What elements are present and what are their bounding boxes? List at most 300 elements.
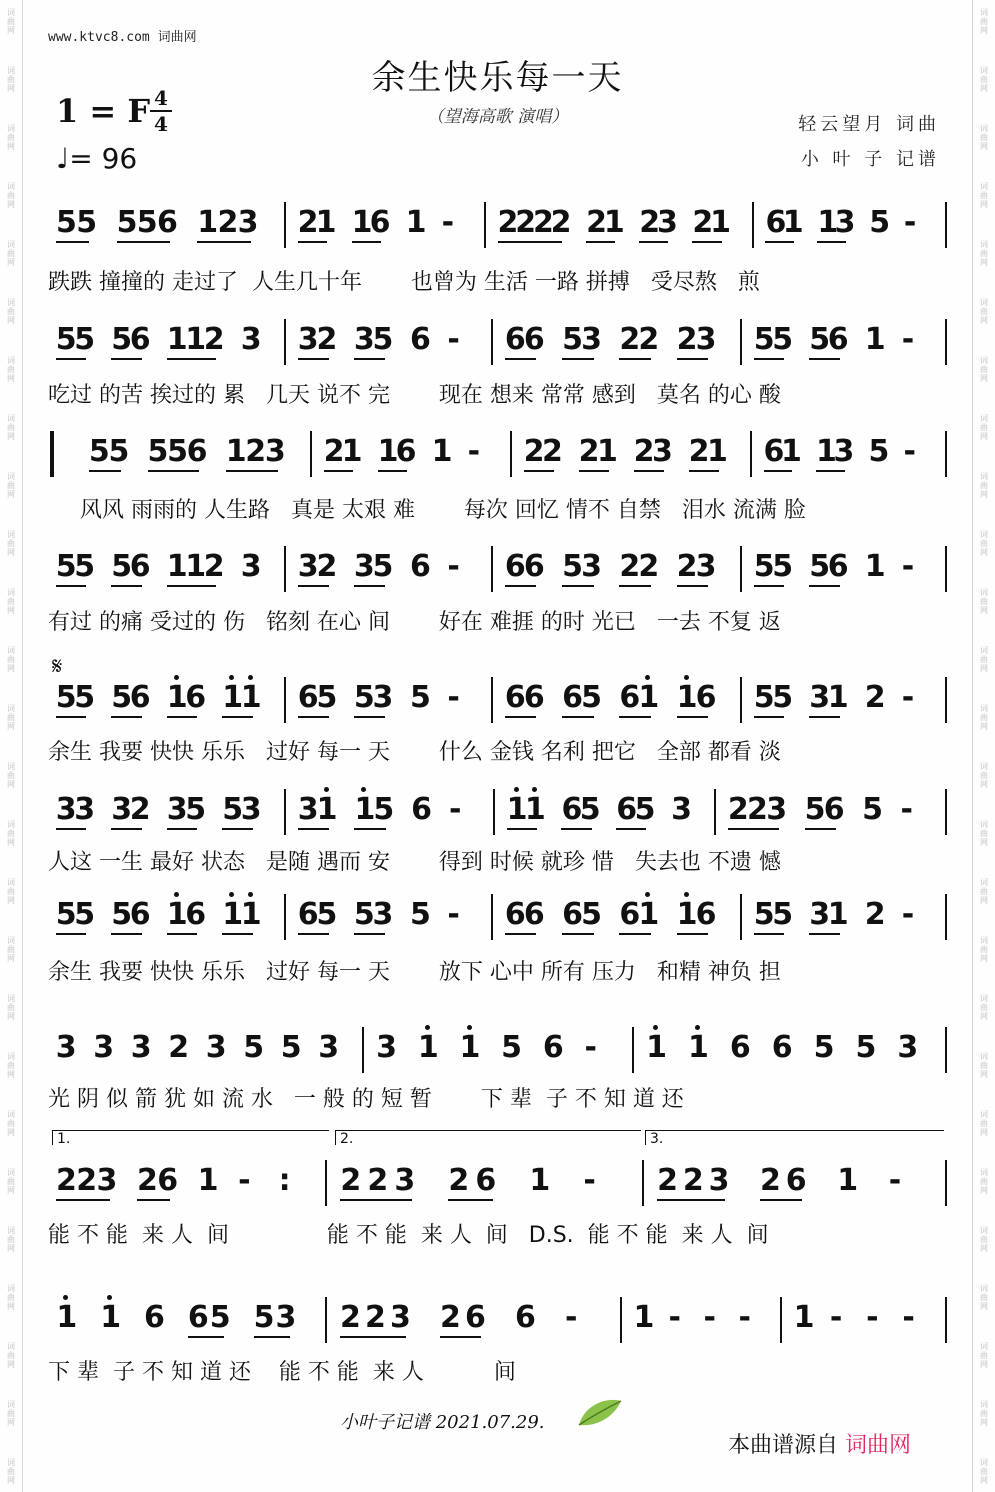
beam-underline bbox=[167, 358, 216, 360]
note: 5 bbox=[809, 549, 831, 584]
bar-line bbox=[284, 789, 286, 835]
note: 6 bbox=[185, 680, 207, 715]
note: - bbox=[900, 792, 913, 827]
note: 6 bbox=[409, 322, 431, 357]
watermark-text: 词 曲 网 bbox=[980, 1052, 988, 1079]
note: 6 bbox=[504, 549, 526, 584]
note: 2 bbox=[638, 322, 660, 357]
note: 5 bbox=[772, 680, 794, 715]
note: 1 bbox=[315, 205, 337, 240]
note: 1 bbox=[222, 897, 244, 932]
note: 1 bbox=[707, 434, 728, 469]
note: 6 bbox=[827, 322, 849, 357]
note: 5 bbox=[634, 792, 656, 827]
right-watermark-strip bbox=[972, 0, 995, 1492]
repeat-start bbox=[50, 431, 54, 477]
note: 6 bbox=[156, 205, 178, 240]
note: 1 bbox=[781, 434, 802, 469]
beam-underline bbox=[754, 585, 785, 587]
note: 3 bbox=[652, 434, 673, 469]
note: 1 bbox=[597, 434, 618, 469]
octave-dot bbox=[684, 892, 689, 897]
watermark-text: 词 曲 网 bbox=[980, 1226, 988, 1253]
beam-underline bbox=[56, 1199, 110, 1201]
note: 6 bbox=[561, 792, 583, 827]
note: 1 bbox=[459, 1030, 481, 1065]
note: 2 bbox=[136, 1163, 158, 1198]
note: 2 bbox=[340, 1300, 361, 1335]
beam-underline bbox=[298, 933, 329, 935]
note: 1 bbox=[431, 434, 453, 469]
watermark-text: 词 曲 网 bbox=[980, 414, 988, 441]
note: 2 bbox=[523, 434, 545, 469]
note: 1 bbox=[864, 549, 886, 584]
note: 1 bbox=[166, 897, 188, 932]
note: 2 bbox=[340, 1163, 362, 1198]
note: 6 bbox=[157, 1163, 179, 1198]
bar-line bbox=[284, 319, 286, 365]
beam-underline bbox=[89, 470, 121, 472]
note: 1 bbox=[225, 434, 247, 469]
note: 6 bbox=[411, 792, 433, 827]
beam-underline bbox=[816, 470, 845, 472]
bar-line bbox=[780, 1297, 782, 1343]
note: 3 bbox=[394, 1163, 416, 1198]
beam-underline bbox=[354, 828, 385, 830]
note: 6 bbox=[504, 680, 526, 715]
watermark-text: 词 曲 网 bbox=[7, 820, 15, 847]
watermark-text: 词 曲 网 bbox=[980, 66, 988, 93]
note: 3 bbox=[390, 1300, 411, 1335]
bar-line bbox=[491, 677, 493, 723]
note: 1 bbox=[351, 205, 373, 240]
note: 1 bbox=[827, 897, 849, 932]
note: 1 bbox=[506, 792, 528, 827]
note: - bbox=[447, 680, 460, 715]
watermark-text: 词 曲 网 bbox=[7, 1284, 15, 1311]
left-watermark-strip bbox=[0, 0, 23, 1492]
note: - bbox=[738, 1300, 751, 1335]
beam-underline bbox=[298, 585, 329, 587]
watermark-text: 词 曲 网 bbox=[7, 1226, 15, 1253]
beam-underline bbox=[619, 933, 650, 935]
watermark-text: 词 曲 网 bbox=[7, 240, 15, 267]
note: 5 bbox=[753, 322, 775, 357]
note: 2 bbox=[688, 434, 710, 469]
beam-underline bbox=[689, 470, 719, 472]
beam-underline bbox=[809, 716, 840, 718]
note: 5 bbox=[280, 1030, 302, 1065]
note: 1 bbox=[354, 792, 376, 827]
note: 5 bbox=[581, 897, 603, 932]
bar-line bbox=[491, 894, 493, 940]
note: 1 bbox=[56, 1300, 78, 1335]
watermark-text: 词 曲 网 bbox=[7, 298, 15, 325]
note: 6 bbox=[465, 1300, 486, 1335]
octave-dot bbox=[695, 1025, 700, 1030]
note: 3 bbox=[809, 897, 831, 932]
tempo: ♩= 96 bbox=[56, 142, 138, 175]
note: 5 bbox=[372, 322, 394, 357]
note: 2 bbox=[56, 1163, 77, 1198]
note: - bbox=[901, 680, 915, 715]
watermark-text: 词 曲 网 bbox=[7, 414, 15, 441]
beam-underline bbox=[324, 470, 354, 472]
note: 3 bbox=[237, 205, 259, 240]
bar-line bbox=[945, 677, 947, 723]
note: 2 bbox=[633, 434, 655, 469]
note: 6 bbox=[695, 680, 717, 715]
beam-underline bbox=[760, 1199, 802, 1201]
beam-underline bbox=[167, 933, 198, 935]
note: 5 bbox=[74, 549, 96, 584]
note: 2 bbox=[638, 549, 660, 584]
beam-underline bbox=[728, 828, 779, 830]
lyrics-line: 人这 一生 最好 状态 是随 遇而 安 得到 时候 就珍 惜 失去也 不遗 憾 bbox=[48, 850, 781, 875]
note: - bbox=[238, 1163, 251, 1198]
note: 1 bbox=[633, 1300, 655, 1335]
beam-underline bbox=[340, 1199, 412, 1201]
bar-line bbox=[642, 1160, 644, 1206]
note: 2 bbox=[440, 1300, 461, 1335]
bar-line bbox=[945, 431, 947, 477]
beam-underline bbox=[167, 716, 198, 718]
note: - bbox=[888, 1163, 902, 1198]
volta-1: 1. bbox=[52, 1130, 329, 1145]
note: 6 bbox=[619, 897, 641, 932]
note: - bbox=[565, 1300, 578, 1335]
note: 3 bbox=[93, 1030, 115, 1065]
note: 3 bbox=[240, 549, 262, 584]
bar-line bbox=[945, 319, 947, 365]
signature: 小叶子记谱 2021.07.29. bbox=[340, 1412, 545, 1433]
note: 1 bbox=[710, 205, 731, 240]
note: 3 bbox=[264, 434, 286, 469]
note: - bbox=[703, 1300, 716, 1335]
note: 2 bbox=[297, 205, 319, 240]
beam-underline bbox=[764, 470, 793, 472]
beam-underline bbox=[111, 585, 142, 587]
beam-underline bbox=[498, 241, 563, 243]
watermark-text: 词 曲 网 bbox=[980, 820, 988, 847]
note: 1 bbox=[793, 1300, 815, 1335]
note: 3 bbox=[318, 1030, 340, 1065]
note: 3 bbox=[353, 322, 375, 357]
beam-underline bbox=[677, 585, 708, 587]
bar-line bbox=[945, 1297, 947, 1343]
octave-dot bbox=[425, 1025, 430, 1030]
bar-line bbox=[493, 789, 495, 835]
time-signature: 4 4 bbox=[150, 88, 172, 134]
note: 2 bbox=[367, 1163, 389, 1198]
note: 1 bbox=[827, 680, 849, 715]
watermark-text: 词 曲 网 bbox=[7, 530, 15, 557]
lyrics-line: 跌跌 撞撞的 走过了 人生几十年 也曾为 生活 一路 拼搏 受尽熬 煎 bbox=[48, 270, 760, 295]
bar-line bbox=[510, 431, 512, 477]
bar-line bbox=[945, 546, 947, 592]
beam-underline bbox=[111, 933, 142, 935]
leaf-icon bbox=[575, 1395, 625, 1431]
note: 5 bbox=[55, 322, 77, 357]
beam-underline bbox=[298, 358, 329, 360]
note: 6 bbox=[475, 1163, 497, 1198]
note: 3 bbox=[695, 549, 717, 584]
note: 5 bbox=[55, 897, 77, 932]
note: 5 bbox=[753, 897, 775, 932]
note: 1 bbox=[837, 1163, 859, 1198]
watermark-text: 词 曲 网 bbox=[7, 472, 15, 499]
note: 2 bbox=[316, 322, 338, 357]
beam-underline bbox=[188, 1336, 224, 1338]
note: 3 bbox=[111, 792, 133, 827]
watermark-text: 词 曲 网 bbox=[980, 240, 988, 267]
lyrics-line: 余生 我要 快快 乐乐 过好 每一 天 什么 金钱 名利 把它 全部 都看 淡 bbox=[48, 740, 781, 765]
note: 1 bbox=[782, 205, 804, 240]
note: 3 bbox=[275, 1300, 297, 1335]
note: 3 bbox=[166, 792, 188, 827]
note: 2 bbox=[692, 205, 714, 240]
beam-underline bbox=[354, 933, 385, 935]
note: 5 bbox=[222, 792, 244, 827]
watermark-text: 词 曲 网 bbox=[980, 588, 988, 615]
lyricist-composer: 轻云望月 词曲 bbox=[798, 114, 940, 135]
beam-underline bbox=[505, 716, 536, 718]
note: 1 bbox=[417, 1030, 439, 1065]
beam-underline bbox=[148, 470, 200, 472]
note: 6 bbox=[523, 322, 545, 357]
note: - bbox=[901, 322, 915, 357]
bar-line bbox=[325, 1160, 327, 1206]
volta-2: 2. bbox=[335, 1130, 641, 1145]
note: 2 bbox=[245, 434, 267, 469]
note: 2 bbox=[619, 549, 641, 584]
site-url[interactable]: www.ktvc8.com 词曲网 bbox=[48, 30, 197, 45]
note: 1 bbox=[676, 897, 698, 932]
note: 1 bbox=[529, 1163, 551, 1198]
note: - bbox=[901, 897, 915, 932]
note: 5 bbox=[76, 205, 98, 240]
note: 6 bbox=[504, 897, 526, 932]
watermark-text: 词 曲 网 bbox=[7, 8, 15, 35]
beam-underline bbox=[505, 358, 536, 360]
watermark-text: 词 曲 网 bbox=[7, 1168, 15, 1195]
beam-underline bbox=[817, 241, 846, 243]
note: 3 bbox=[353, 549, 375, 584]
watermark-text: 词 曲 网 bbox=[7, 936, 15, 963]
octave-dot bbox=[248, 675, 253, 680]
note: 6 bbox=[129, 680, 151, 715]
beam-underline bbox=[298, 828, 329, 830]
note: 3 bbox=[96, 1163, 118, 1198]
note: 3 bbox=[695, 322, 717, 357]
note: 5 bbox=[772, 549, 794, 584]
note: 5 bbox=[253, 1300, 275, 1335]
watermark-text: 词 曲 网 bbox=[7, 182, 15, 209]
note: 1 bbox=[316, 792, 338, 827]
note: 1 bbox=[816, 434, 837, 469]
note: 1 bbox=[185, 549, 207, 584]
note: 2 bbox=[639, 205, 661, 240]
watermark-text: 词 曲 网 bbox=[980, 762, 988, 789]
watermark-text: 词 曲 网 bbox=[7, 1458, 15, 1485]
beam-underline bbox=[579, 470, 609, 472]
note: 5 bbox=[185, 792, 207, 827]
note: 3 bbox=[205, 1030, 227, 1065]
beam-underline bbox=[619, 716, 650, 718]
beam-underline bbox=[448, 1199, 493, 1201]
note: 1 bbox=[197, 1163, 219, 1198]
note: 3 bbox=[766, 792, 788, 827]
beam-underline bbox=[505, 933, 536, 935]
note: 3 bbox=[834, 205, 856, 240]
note: 3 bbox=[581, 549, 603, 584]
note: 1 bbox=[240, 897, 262, 932]
beam-underline bbox=[562, 358, 593, 360]
note: 5 bbox=[813, 1030, 835, 1065]
note: 6 bbox=[144, 1300, 165, 1335]
beam-underline bbox=[111, 358, 142, 360]
watermark-text: 词 曲 网 bbox=[7, 994, 15, 1021]
beam-underline bbox=[226, 470, 278, 472]
note: 6 bbox=[619, 680, 641, 715]
bar-line bbox=[632, 1027, 634, 1073]
note: 2 bbox=[676, 549, 698, 584]
watermark-text: 词 曲 网 bbox=[980, 1400, 988, 1427]
bar-line bbox=[310, 431, 312, 477]
note: - bbox=[583, 1163, 596, 1198]
bar-line bbox=[945, 202, 947, 248]
note: 6 bbox=[504, 322, 526, 357]
note: 5 bbox=[753, 549, 775, 584]
note: 5 bbox=[353, 680, 375, 715]
note: 5 bbox=[74, 322, 96, 357]
beam-underline bbox=[222, 933, 253, 935]
note: - bbox=[668, 1300, 681, 1335]
beam-underline bbox=[111, 828, 142, 830]
note: 5 bbox=[136, 205, 158, 240]
note: 6 bbox=[823, 792, 845, 827]
beam-underline bbox=[56, 933, 87, 935]
note: 2 bbox=[532, 205, 554, 240]
note: - bbox=[903, 434, 916, 469]
note: 6 bbox=[729, 1030, 751, 1065]
watermark-text: 词 曲 网 bbox=[7, 1342, 15, 1369]
beam-underline bbox=[809, 358, 840, 360]
note: 1 bbox=[166, 322, 188, 357]
octave-dot bbox=[684, 675, 689, 680]
watermark-text: 词 曲 网 bbox=[980, 530, 988, 557]
note: 6 bbox=[369, 205, 391, 240]
beam-underline bbox=[809, 585, 840, 587]
note: 5 bbox=[316, 680, 338, 715]
note: 5 bbox=[373, 792, 395, 827]
watermark-text: 词 曲 网 bbox=[980, 182, 988, 209]
note: 5 bbox=[372, 549, 394, 584]
note: 2 bbox=[727, 792, 749, 827]
note: 3 bbox=[55, 1030, 77, 1065]
note: 6 bbox=[515, 1300, 536, 1335]
beam-underline bbox=[524, 470, 554, 472]
beam-underline bbox=[222, 828, 253, 830]
bar-line bbox=[945, 789, 947, 835]
watermark-text: 词 曲 网 bbox=[7, 1052, 15, 1079]
beam-underline bbox=[754, 358, 785, 360]
lyrics-line: 能 不 能 来 人 间 能 不 能 来 人 间 D.S. 能 不 能 来 人 间 bbox=[48, 1223, 769, 1248]
note: 3 bbox=[708, 1163, 730, 1198]
beam-underline bbox=[657, 1199, 725, 1201]
beam-underline bbox=[56, 241, 89, 243]
note: 5 bbox=[862, 792, 883, 827]
note: 6 bbox=[562, 680, 583, 715]
note: 6 bbox=[542, 1030, 564, 1065]
note: - bbox=[584, 1030, 597, 1065]
beam-underline bbox=[197, 241, 250, 243]
note: 6 bbox=[297, 897, 319, 932]
bar-line bbox=[620, 1297, 622, 1343]
watermark-text: 词 曲 网 bbox=[980, 298, 988, 325]
beam-underline bbox=[56, 358, 87, 360]
beam-underline bbox=[754, 933, 785, 935]
source-link[interactable]: 词曲网 bbox=[845, 1433, 912, 1458]
note: 1 bbox=[676, 680, 698, 715]
note: 6 bbox=[129, 322, 151, 357]
bar-line bbox=[740, 894, 742, 940]
note: 3 bbox=[297, 792, 319, 827]
watermark-text: 词 曲 网 bbox=[980, 1168, 988, 1195]
note: 6 bbox=[409, 549, 431, 584]
note: 3 bbox=[376, 1030, 398, 1065]
bar-line bbox=[750, 431, 752, 477]
note: 2 bbox=[676, 322, 698, 357]
source-prefix: 本曲谱源自 bbox=[728, 1433, 839, 1458]
note: 1 bbox=[864, 322, 886, 357]
note: 5 bbox=[579, 792, 601, 827]
beam-underline bbox=[586, 241, 615, 243]
beam-underline bbox=[634, 470, 664, 472]
note: 3 bbox=[656, 205, 678, 240]
watermark-text: 词 曲 网 bbox=[980, 936, 988, 963]
note: 2 bbox=[550, 205, 572, 240]
beam-underline bbox=[354, 358, 385, 360]
note: 1 bbox=[817, 205, 839, 240]
note: 5 bbox=[868, 434, 890, 469]
note: 1 bbox=[377, 434, 399, 469]
note: 3 bbox=[372, 680, 394, 715]
note: 3 bbox=[833, 434, 855, 469]
watermark-text: 词 曲 网 bbox=[7, 704, 15, 731]
note: 1 bbox=[341, 434, 363, 469]
note: 1 bbox=[688, 1030, 709, 1065]
octave-dot bbox=[324, 787, 329, 792]
note: 1 bbox=[646, 1030, 668, 1065]
note: 3 bbox=[897, 1030, 919, 1065]
note: 6 bbox=[187, 1300, 209, 1335]
note: 5 bbox=[409, 680, 431, 715]
note: - bbox=[467, 434, 481, 469]
note: - bbox=[901, 549, 915, 584]
note: 5 bbox=[74, 897, 96, 932]
note: 2 bbox=[76, 1163, 98, 1198]
beam-underline bbox=[765, 241, 794, 243]
note: 3 bbox=[372, 897, 394, 932]
note: - bbox=[448, 792, 462, 827]
note: 1 bbox=[603, 205, 625, 240]
note: - bbox=[866, 1300, 879, 1335]
bar-line bbox=[484, 202, 486, 248]
watermark-text: 词 曲 网 bbox=[980, 472, 988, 499]
song-title: 余生快乐每一天 bbox=[371, 58, 624, 98]
watermark-text: 词 曲 网 bbox=[980, 1284, 988, 1311]
